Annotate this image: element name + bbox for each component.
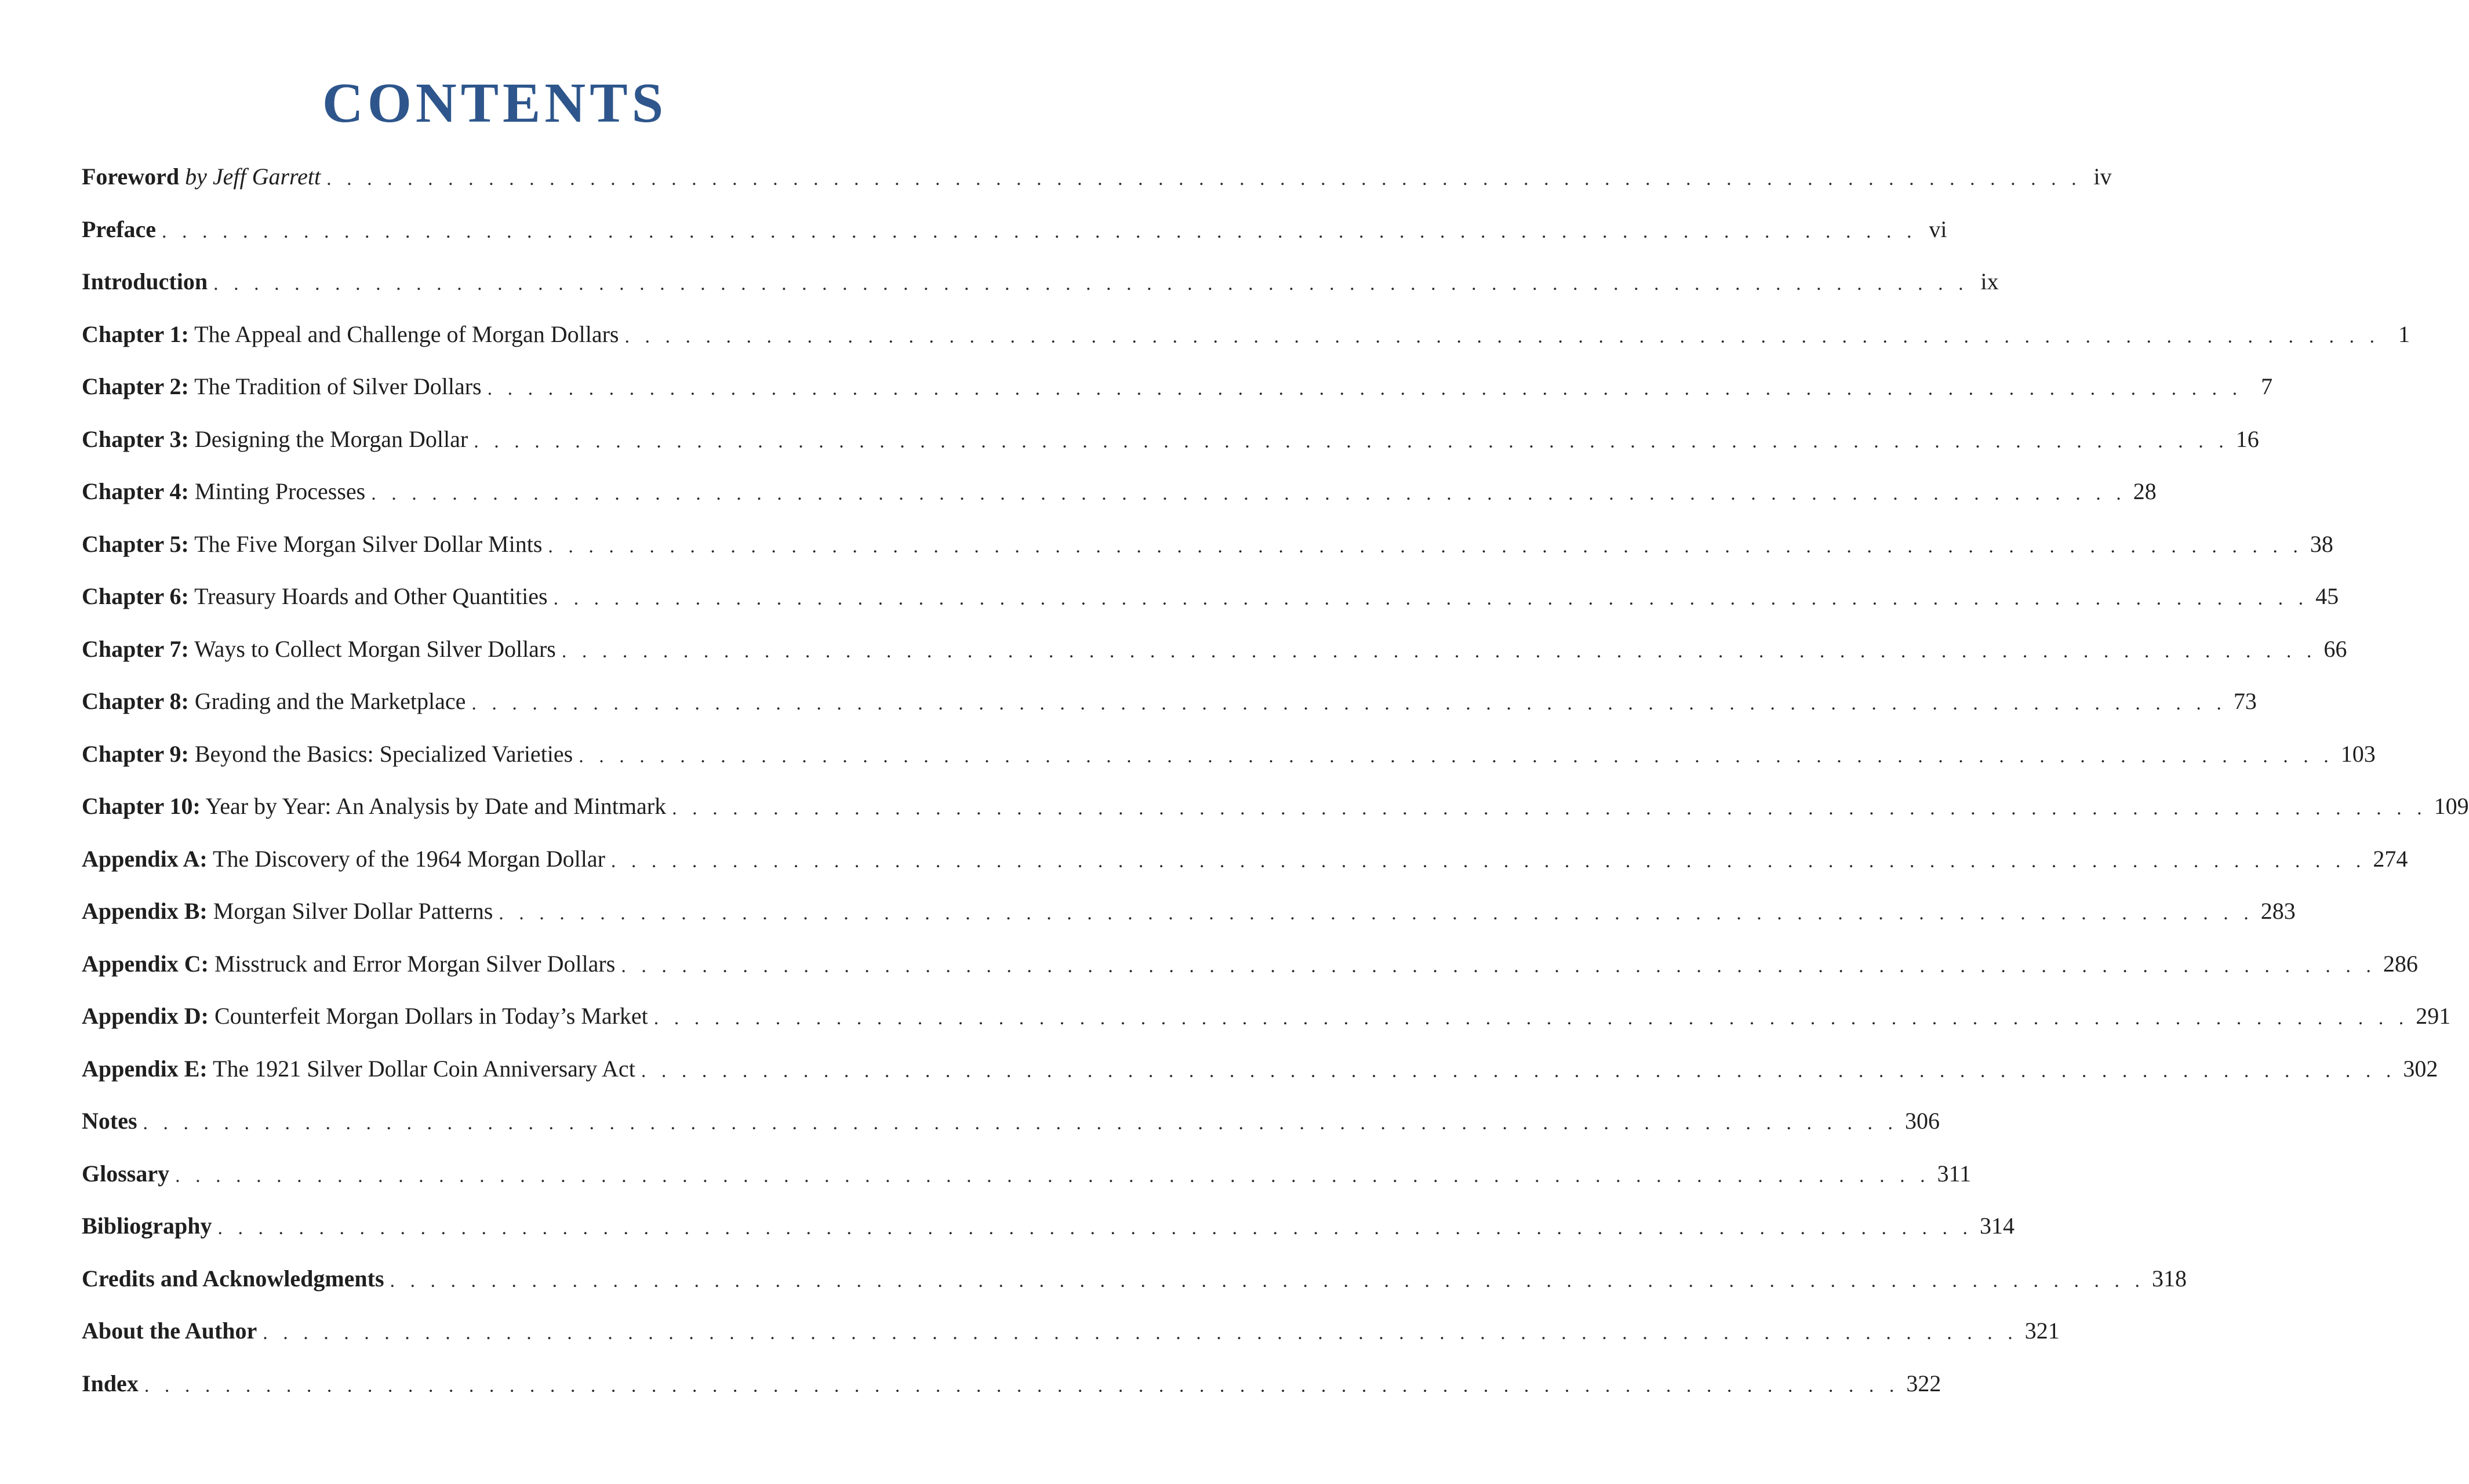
entry-title: Treasury Hoards and Other Quantities — [194, 583, 548, 610]
entry-heading: Chapter 3: — [82, 425, 189, 452]
entry-page-number: 274 — [2373, 845, 2408, 872]
entry-page-number: 311 — [1937, 1160, 1972, 1187]
dot-leader: . . . . . . . . . . . . . . . . . . . . . . . . . . . . . . . . . . . . . . . . . . . . . . . . . . . . . . . . . . . . . . . . . . . . . . . . . . . . . . . . . . . . . . . — [326, 168, 2082, 190]
entry-heading: Chapter 5: — [82, 530, 189, 557]
table-of-contents — [82, 151, 2469, 1410]
entry-title: The 1921 Silver Dollar Coin Anniversary Act — [213, 1055, 635, 1082]
entry-heading: Appendix B: — [82, 898, 208, 925]
dot-leader: . . . . . . . . . . . . . . . . . . . . . . . . . . . . . . . . . . . . . . . . . . . . . . . . . . . . . . . . . . . . . . . . . . . . . . . . . . . . . . . . . . . . . . . — [217, 1217, 1973, 1239]
entry-page-number: 103 — [2340, 740, 2376, 767]
toc-entry-preface[interactable] — [82, 203, 1947, 256]
dot-leader: . . . . . . . . . . . . . . . . . . . . . . . . . . . . . . . . . . . . . . . . . . . . . . . . . . . . . . . . . . . . . . . . . . . . . . . . . . . . . . . . . . . . . . . — [621, 955, 2376, 977]
entry-title: Ways to Collect Morgan Silver Dollars — [194, 635, 556, 662]
entry-page-number: 66 — [2323, 635, 2347, 662]
entry-byline: by Jeff Garrett — [185, 163, 321, 190]
entry-page-number: vi — [1929, 216, 1947, 242]
dot-leader: . . . . . . . . . . . . . . . . . . . . . . . . . . . . . . . . . . . . . . . . . . . . . . . . . . . . . . . . . . . . . . . . . . . . . . . . . . . . . . . . . . . . . . . — [579, 745, 2334, 767]
entry-heading: Preface — [82, 216, 157, 242]
toc-entry-chapter-7[interactable] — [82, 623, 2347, 676]
entry-title: Grading and the Marketplace — [194, 688, 466, 715]
toc-entry-appendix-b[interactable] — [82, 885, 2296, 938]
entry-page-number: 16 — [2235, 425, 2259, 452]
entry-heading: Introduction — [82, 268, 208, 295]
dot-leader: . . . . . . . . . . . . . . . . . . . . . . . . . . . . . . . . . . . . . . . . . . . . . . . . . . . . . . . . . . . . . . . . . . . . . . . . . . . . . . . . . . . . . . . — [371, 483, 2126, 505]
dot-leader: . . . . . . . . . . . . . . . . . . . . . . . . . . . . . . . . . . . . . . . . . . . . . . . . . . . . . . . . . . . . . . . . . . . . . . . . . . . . . . . . . . . . . . . — [624, 325, 2380, 347]
dot-leader: . . . . . . . . . . . . . . . . . . . . . . . . . . . . . . . . . . . . . . . . . . . . . . . . . . . . . . . . . . . . . . . . . . . . . . . . . . . . . . . . . . . . . . . — [561, 640, 2317, 662]
dot-leader: . . . . . . . . . . . . . . . . . . . . . . . . . . . . . . . . . . . . . . . . . . . . . . . . . . . . . . . . . . . . . . . . . . . . . . . . . . . . . . . . . . . . . . . — [499, 903, 2254, 925]
entry-heading: Appendix A: — [82, 845, 208, 872]
entry-page-number: 286 — [2383, 950, 2418, 977]
toc-entry-introduction[interactable] — [82, 256, 1999, 308]
entry-page-number: iv — [2093, 163, 2112, 190]
dot-leader: . . . . . . . . . . . . . . . . . . . . . . . . . . . . . . . . . . . . . . . . . . . . . . . . . . . . . . . . . . . . . . . . . . . . . . . . . . . . . . . . . . . . . . . — [162, 220, 1917, 242]
entry-page-number: 321 — [2024, 1318, 2060, 1344]
toc-entry-appendix-c[interactable] — [82, 938, 2418, 991]
entry-page-number: 7 — [2261, 373, 2273, 400]
entry-title: Minting Processes — [194, 478, 366, 505]
toc-entry-chapter-10[interactable] — [82, 780, 2469, 833]
toc-entry-chapter-8[interactable] — [82, 675, 2257, 728]
toc-entry-bibliography[interactable] — [82, 1200, 2015, 1253]
entry-page-number: 45 — [2315, 583, 2339, 610]
entry-page-number: 1 — [2398, 321, 2410, 347]
dot-leader: . . . . . . . . . . . . . . . . . . . . . . . . . . . . . . . . . . . . . . . . . . . . . . . . . . . . . . . . . . . . . . . . . . . . . . . . . . . . . . . . . . . . . . . — [213, 273, 1969, 295]
entry-heading: About the Author — [82, 1318, 257, 1344]
entry-page-number: 28 — [2133, 478, 2157, 505]
entry-page-number: 38 — [2310, 530, 2333, 557]
entry-heading: Chapter 8: — [82, 688, 189, 715]
entry-page-number: 109 — [2434, 793, 2469, 820]
entry-heading: Chapter 9: — [82, 740, 189, 767]
entry-heading: Appendix E: — [82, 1055, 208, 1082]
entry-title: Beyond the Basics: Specialized Varieties — [194, 740, 573, 767]
toc-entry-notes[interactable] — [82, 1095, 1940, 1148]
toc-entry-appendix-e[interactable] — [82, 1043, 2438, 1096]
entry-page-number: 318 — [2152, 1265, 2187, 1292]
toc-entry-chapter-2[interactable] — [82, 361, 2273, 413]
toc-entry-glossary[interactable] — [82, 1148, 1972, 1201]
entry-heading: Index — [82, 1370, 139, 1396]
entry-title: Designing the Morgan Dollar — [194, 425, 468, 452]
entry-heading: Chapter 6: — [82, 583, 189, 610]
dot-leader: . . . . . . . . . . . . . . . . . . . . . . . . . . . . . . . . . . . . . . . . . . . . . . . . . . . . . . . . . . . . . . . . . . . . . . . . . . . . . . . . . . . . . . . — [653, 1007, 2409, 1030]
dot-leader: . . . . . . . . . . . . . . . . . . . . . . . . . . . . . . . . . . . . . . . . . . . . . . . . . . . . . . . . . . . . . . . . . . . . . . . . . . . . . . . . . . . . . . . — [263, 1322, 2018, 1344]
toc-entry-chapter-9[interactable] — [82, 728, 2376, 781]
entry-title: Counterfeit Morgan Dollars in Today’s Market — [214, 1003, 648, 1030]
dot-leader: . . . . . . . . . . . . . . . . . . . . . . . . . . . . . . . . . . . . . . . . . . . . . . . . . . . . . . . . . . . . . . . . . . . . . . . . . . . . . . . . . . . . . . . — [471, 693, 2227, 715]
entry-page-number: 291 — [2416, 1003, 2451, 1030]
entry-heading: Glossary — [82, 1160, 170, 1187]
entry-heading: Chapter 1: — [82, 321, 189, 347]
entry-page-number: 314 — [1980, 1213, 2015, 1239]
entry-title: The Five Morgan Silver Dollar Mints — [194, 530, 543, 557]
entry-title: Morgan Silver Dollar Patterns — [213, 898, 493, 925]
dot-leader: . . . . . . . . . . . . . . . . . . . . . . . . . . . . . . . . . . . . . . . . . . . . . . . . . . . . . . . . . . . . . . . . . . . . . . . . . . . . . . . . . . . . . . . — [144, 1374, 1900, 1396]
entry-page-number: 283 — [2260, 898, 2296, 925]
entry-heading: Chapter 2: — [82, 373, 189, 400]
dot-leader: . . . . . . . . . . . . . . . . . . . . . . . . . . . . . . . . . . . . . . . . . . . . . . . . . . . . . . . . . . . . . . . . . . . . . . . . . . . . . . . . . . . . . . . — [474, 430, 2229, 452]
entry-heading: Notes — [82, 1108, 137, 1134]
entry-heading: Chapter 7: — [82, 635, 189, 662]
toc-entry-credits[interactable] — [82, 1253, 2187, 1305]
toc-entry-index[interactable] — [82, 1358, 1941, 1410]
toc-entry-chapter-6[interactable] — [82, 570, 2339, 623]
toc-entry-about-author[interactable] — [82, 1305, 2060, 1358]
dot-leader: . . . . . . . . . . . . . . . . . . . . . . . . . . . . . . . . . . . . . . . . . . . . . . . . . . . . . . . . . . . . . . . . . . . . . . . . . . . . . . . . . . . . . . . — [641, 1060, 2397, 1082]
entry-heading: Bibliography — [82, 1213, 212, 1239]
entry-title: Misstruck and Error Morgan Silver Dollars — [214, 950, 616, 977]
entry-title: Year by Year: An Analysis by Date and Mintmark — [205, 793, 667, 820]
entry-page-number: 306 — [1905, 1108, 1940, 1134]
dot-leader: . . . . . . . . . . . . . . . . . . . . . . . . . . . . . . . . . . . . . . . . . . . . . . . . . . . . . . . . . . . . . . . . . . . . . . . . . . . . . . . . . . . . . . . — [672, 798, 2427, 820]
entry-page-number: ix — [1980, 268, 1999, 295]
entry-page-number: 73 — [2233, 688, 2257, 715]
entry-title: The Appeal and Challenge of Morgan Dollars — [194, 321, 619, 347]
entry-heading: Foreword — [82, 163, 180, 190]
dot-leader: . . . . . . . . . . . . . . . . . . . . . . . . . . . . . . . . . . . . . . . . . . . . . . . . . . . . . . . . . . . . . . . . . . . . . . . . . . . . . . . . . . . . . . . — [175, 1165, 1930, 1187]
entry-heading: Credits and Acknowledgments — [82, 1265, 384, 1292]
toc-entry-chapter-5[interactable] — [82, 518, 2333, 571]
toc-entry-chapter-1[interactable] — [82, 308, 2410, 361]
dot-leader: . . . . . . . . . . . . . . . . . . . . . . . . . . . . . . . . . . . . . . . . . . . . . . . . . . . . . . . . . . . . . . . . . . . . . . . . . . . . . . . . . . . . . . . — [390, 1270, 2146, 1292]
dot-leader: . . . . . . . . . . . . . . . . . . . . . . . . . . . . . . . . . . . . . . . . . . . . . . . . . . . . . . . . . . . . . . . . . . . . . . . . . . . . . . . . . . . . . . . — [548, 535, 2303, 557]
toc-entry-foreword[interactable] — [82, 151, 2112, 203]
toc-entry-chapter-3[interactable] — [82, 413, 2259, 466]
entry-heading: Appendix D: — [82, 1003, 209, 1030]
entry-heading: Chapter 10: — [82, 793, 201, 820]
entry-title: The Discovery of the 1964 Morgan Dollar — [213, 845, 605, 872]
dot-leader: . . . . . . . . . . . . . . . . . . . . . . . . . . . . . . . . . . . . . . . . . . . . . . . . . . . . . . . . . . . . . . . . . . . . . . . . . . . . . . . . . . . . . . . — [487, 378, 2243, 400]
entry-page-number: 302 — [2403, 1055, 2438, 1082]
toc-entry-appendix-a[interactable] — [82, 833, 2408, 886]
entry-heading: Appendix C: — [82, 950, 209, 977]
entry-title: The Tradition of Silver Dollars — [194, 373, 482, 400]
page-title: CONTENTS — [322, 72, 668, 134]
dot-leader: . . . . . . . . . . . . . . . . . . . . . . . . . . . . . . . . . . . . . . . . . . . . . . . . . . . . . . . . . . . . . . . . . . . . . . . . . . . . . . . . . . . . . . . — [610, 850, 2366, 872]
entry-page-number: 322 — [1906, 1370, 1941, 1396]
toc-entry-chapter-4[interactable] — [82, 465, 2157, 518]
dot-leader: . . . . . . . . . . . . . . . . . . . . . . . . . . . . . . . . . . . . . . . . . . . . . . . . . . . . . . . . . . . . . . . . . . . . . . . . . . . . . . . . . . . . . . . — [143, 1112, 1899, 1134]
dot-leader: . . . . . . . . . . . . . . . . . . . . . . . . . . . . . . . . . . . . . . . . . . . . . . . . . . . . . . . . . . . . . . . . . . . . . . . . . . . . . . . . . . . . . . . — [553, 588, 2309, 610]
toc-entry-appendix-d[interactable] — [82, 990, 2451, 1043]
entry-heading: Chapter 4: — [82, 478, 189, 505]
